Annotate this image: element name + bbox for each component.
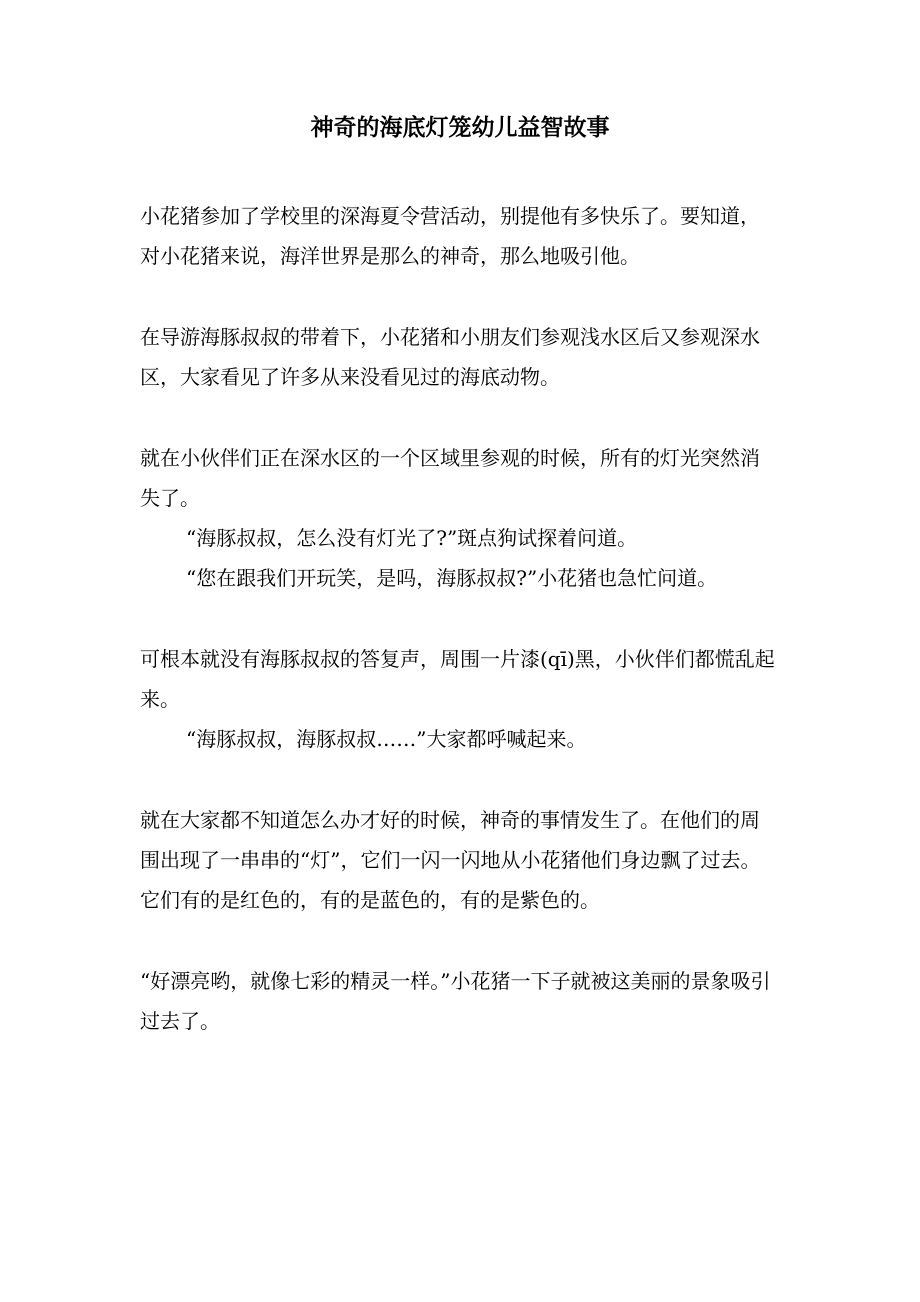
dialogue-2: “您在跟我们开玩笑，是吗，海豚叔叔?”小花猪也急忙问道。: [186, 566, 718, 590]
paragraph-4: 可根本就没有海豚叔叔的答复声，周围一片漆(qī)黑，小伙伴们都慌乱起来。: [140, 647, 775, 711]
paragraph-5: 就在大家都不知道怎么办才好的时候，神奇的事情发生了。在他们的周围出现了一串串的“灯”，它们一闪一闪地从小花猪他们身边飘了过去。它们有的是红色的，有的是蓝色的，有的是紫色的。: [140, 808, 761, 912]
paragraph-3: 就在小伙伴们正在深水区的一个区域里参观的时候，所有的灯光突然消失了。: [140, 446, 760, 510]
paragraph-gap: [140, 397, 776, 438]
document-body: [140, 196, 776, 1041]
dialogue-1: “海豚叔叔，怎么没有灯光了?”斑点狗试探着问道。: [186, 526, 638, 550]
paragraph-gap: [140, 920, 776, 961]
paragraph-6: “好漂亮哟，就像七彩的精灵一样。”小花猪一下子就被这美丽的景象吸引过去了。: [140, 969, 771, 1033]
dialogue-3: “海豚叔叔，海豚叔叔……”大家都呼喊起来。: [186, 727, 587, 751]
paragraph-1: 小花猪参加了学校里的深海夏令营活动，别提他有多快乐了。要知道，对小花猪来说，海洋世界是那么的神奇，那么地吸引他。: [140, 204, 760, 268]
paragraph-2: 在导游海豚叔叔的带着下，小花猪和小朋友们参观浅水区后又参观深水区，大家看见了许多从来没看见过的海底动物。: [140, 325, 760, 389]
paragraph-gap: [140, 276, 776, 317]
paragraph-gap: [140, 598, 776, 639]
document-title: 神奇的海底灯笼幼儿益智故事: [310, 114, 610, 141]
paragraph-gap: [140, 759, 776, 800]
